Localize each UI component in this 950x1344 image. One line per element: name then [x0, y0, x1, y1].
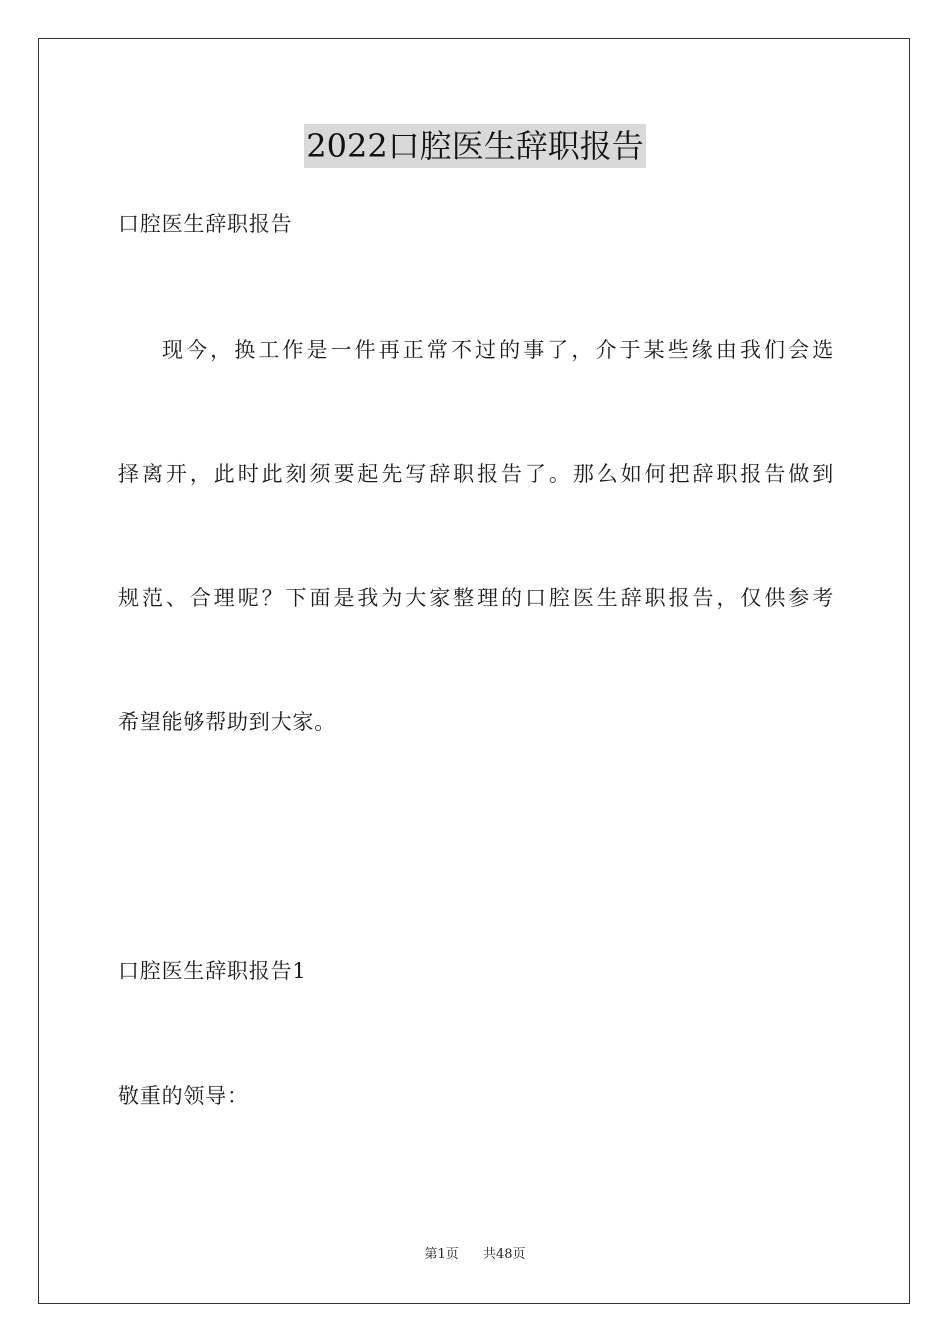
intro-line-4: 希望能够帮助到大家。	[118, 710, 336, 734]
intro-line-3: 规范、合理呢？下面是我为大家整理的口腔医生辞职报告，仅供参考	[118, 586, 834, 610]
salutation: 敬重的领导：	[118, 1084, 249, 1108]
page-number: 第1页	[424, 1247, 459, 1262]
page-footer	[0, 1246, 950, 1264]
document-title: 2022口腔医生辞职报告	[304, 124, 645, 168]
section-heading: 口腔医生辞职报告1	[118, 959, 307, 983]
page-total: 共48页	[483, 1247, 526, 1262]
document-subtitle: 口腔医生辞职报告	[118, 212, 293, 236]
title-container	[0, 124, 950, 168]
intro-line-1: 现今，换工作是一件再正常不过的事了，介于某些缘由我们会选	[162, 338, 834, 362]
intro-line-2: 择离开，此时此刻须要起先写辞职报告了。那么如何把辞职报告做到	[118, 462, 834, 486]
